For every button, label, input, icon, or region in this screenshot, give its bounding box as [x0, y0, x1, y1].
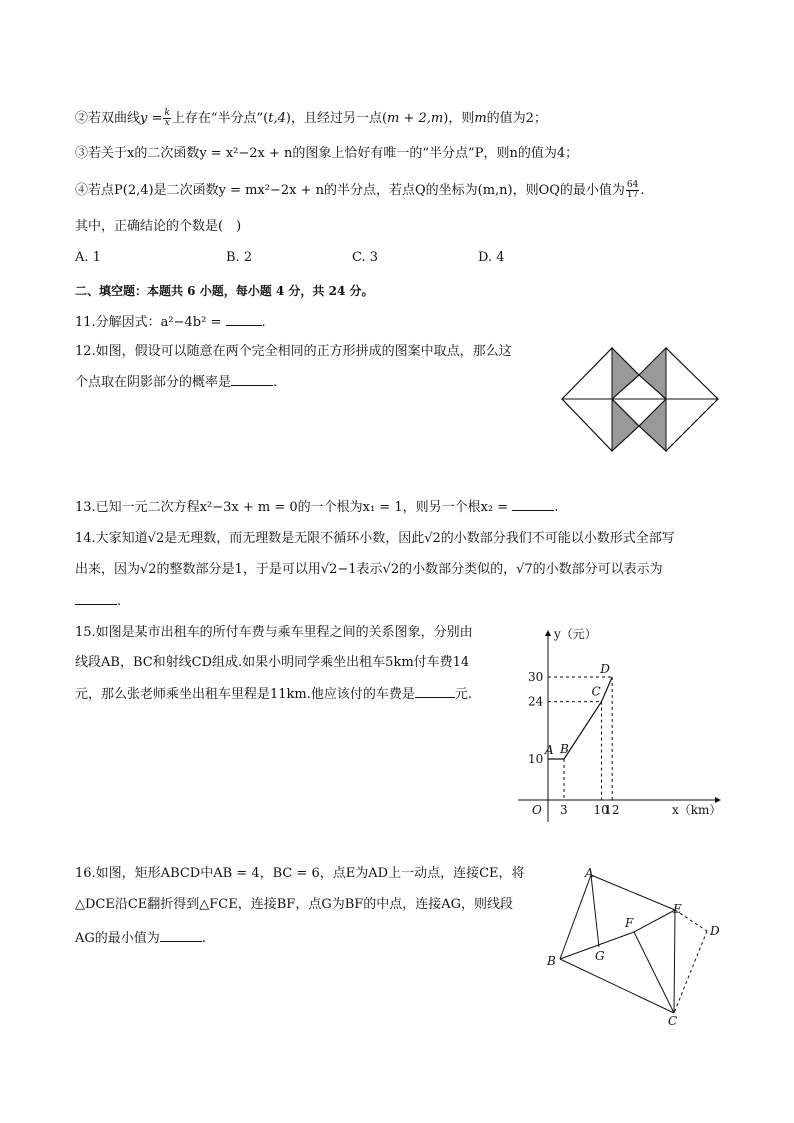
y-tick-label: 10 [528, 752, 544, 766]
origin-label: O [532, 803, 542, 817]
taxi-fare-chart [510, 622, 730, 827]
option-a: A. 1 [75, 250, 101, 265]
rectangle-fold-figure [540, 865, 730, 1030]
y-tick-label: 30 [528, 670, 544, 684]
question-14-line3: . [75, 592, 121, 611]
question-13: 13.已知一元二次方程x²−3x + m = 0的一个根为x₁ = 1，则另一个根x₂ = . [75, 500, 559, 515]
question-prompt: 其中，正确结论的个数是( ) [75, 219, 242, 234]
point-label-a: A [545, 743, 554, 757]
answer-blank [231, 373, 273, 386]
y-tick-label: 24 [528, 694, 544, 709]
answer-blank [512, 498, 554, 511]
label-f: F [625, 916, 634, 930]
question-16-line3: AG的最小值为 . [75, 931, 206, 946]
label-c: C [668, 1014, 678, 1028]
question-3: ③若关于x的二次函数y = x²−2x + n的图象上恰好有唯一的“半分点”P，则n的值为4； [75, 146, 579, 161]
label-d: D [710, 924, 720, 938]
two-squares-figure [562, 346, 720, 454]
question-16-line1: 16.如图，矩形ABCD中AB = 4，BC = 6，点E为AD上一动点，连接CE，将 [75, 866, 525, 881]
y-axis-arrow [545, 630, 551, 636]
y-axis-label: y（元） [554, 627, 597, 641]
answer-blank [226, 313, 262, 326]
question-14-line1: 14.大家知道√2是无理数，而无理数是无限不循环小数，因此√2的小数部分我们不可能以小数形式全部写 [75, 531, 675, 546]
label-g: G [595, 949, 605, 963]
point-label-b: B [560, 742, 569, 756]
k-over-x-fraction: $\frac{k}{x}$ [164, 108, 170, 128]
question-11: 11.分解因式：a²−4b² = . [75, 315, 266, 330]
point-label-c: C [591, 684, 601, 699]
answer-blank [75, 592, 117, 605]
question-14-line2: 出来，因为√2的整数部分是1，于是可以用√2−1表示√2的小数部分类似的，√7的小数部分可以表示为 [75, 562, 663, 577]
x-axis-label: x（km） [672, 803, 722, 817]
point-label-d: D [600, 662, 610, 676]
shaded-triangle [639, 348, 666, 399]
shaded-triangle [612, 399, 639, 451]
label-a: A [585, 866, 594, 880]
question-15-line3: 元，那么张老师乘坐出租车里程是11km.他应该付的车费是 元. [75, 687, 473, 702]
question-16-line2: △DCE沿CE翻折得到△FCE，连接BF，点G为BF的中点，连接AG，则线段 [75, 897, 514, 912]
shaded-triangle [639, 399, 666, 451]
question-4: ④若点P(2,4)是二次函数y = mx²−2x + n的半分点，若点Q的坐标为(m,n)，则OQ的最小值为 $\frac{64}{17}$ . [75, 180, 645, 200]
fare-line [548, 677, 612, 759]
option-d: D. 4 [478, 250, 505, 265]
option-b: B. 2 [226, 250, 253, 265]
answer-blank [160, 929, 202, 942]
question-12-line2: 个点取在阴影部分的概率是 . [75, 375, 278, 390]
option-c: C. 3 [352, 250, 379, 265]
hyperbola-formula: y = [140, 111, 163, 126]
question-15-line2: 线段AB，BC和射线CD组成.如果小明同学乘坐出租车5km付车费14 [75, 655, 470, 670]
fraction-64-17: $\frac{64}{17}$ [626, 180, 639, 200]
label-b: B [547, 954, 556, 968]
answer-blank [415, 685, 455, 698]
x-tick-label: 12 [604, 803, 620, 817]
question-2: ②若双曲线y = $\frac{k}{x}$ 上存在“半分点”(t,4)，且经过另一点(m + 2,m)，则m的值为2； [75, 108, 547, 128]
x-tick-label: 3 [560, 803, 568, 817]
label-e: E [673, 902, 682, 916]
question-15-line1: 15.如图是某市出租车的所付车费与乘车里程之间的关系图象，分别由 [75, 625, 473, 640]
section-heading: 二、填空题：本题共 6 小题，每小题 4 分，共 24 分。 [75, 284, 374, 298]
x-tick-label: 10 [593, 803, 609, 817]
shaded-triangle [612, 348, 639, 399]
question-12-line1: 12.如图，假设可以随意在两个完全相同的正方形拼成的图案中取点，那么这 [75, 344, 512, 359]
